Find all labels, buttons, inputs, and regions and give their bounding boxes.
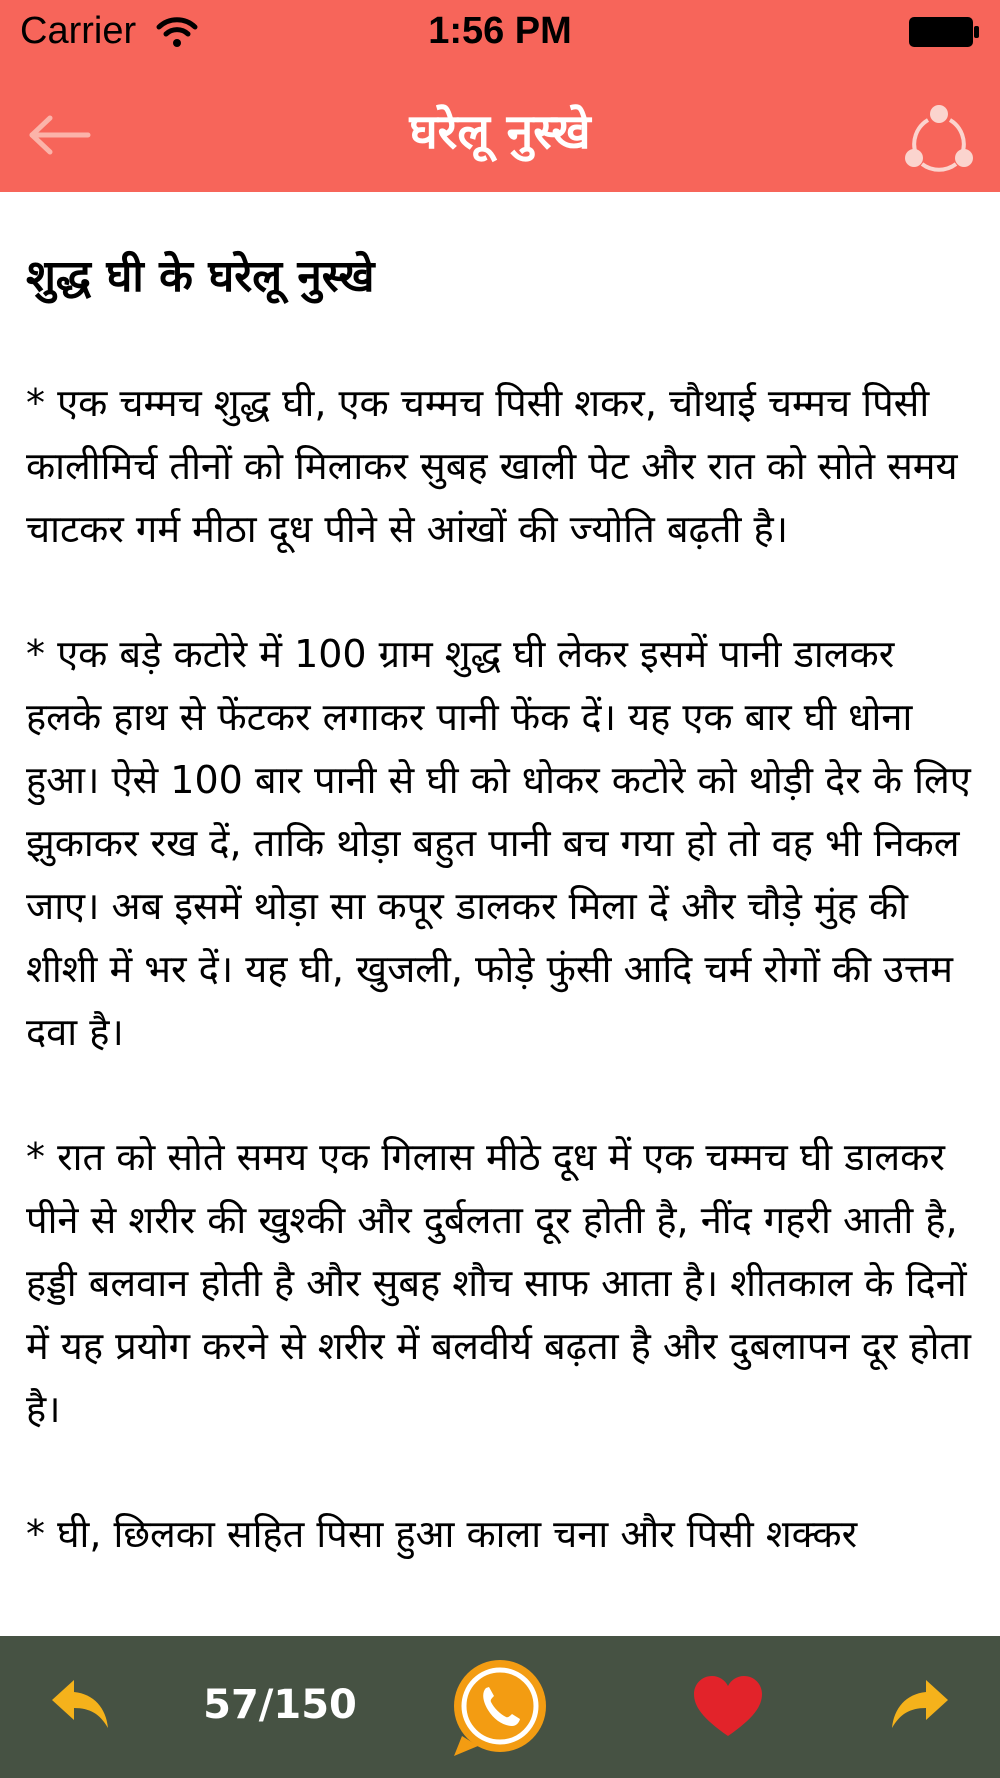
- app-header: [0, 0, 1000, 192]
- article-paragraph: * एक बड़े कटोरे में 100 ग्राम शुद्ध घी लेकर इसमें पानी डालकर हलके हाथ से फेंटकर लगाकर पानी फेंक दें। यह एक बार घी धोना हुआ। ऐसे 100 बार पानी से घी को धोकर कटोरे को थोड़ी देर के लिए झुकाकर रख दें, ताकि थोड़ा बहुत पानी बच गया हो तो वह भी निकल जाए। अब इसमें थोड़ा सा कपूर डालकर मिला दें और चौड़े मुंह की शीशी में भर दें। यह घी, खुजली, फोड़े फुंसी आदि चर्म रोगों की उत्तम दवा है।: [26, 632, 971, 1054]
- page-indicator: 57/150: [203, 1682, 357, 1728]
- article-content[interactable]: [0, 192, 1000, 1636]
- status-bar: [0, 0, 1000, 66]
- share-icon[interactable]: [902, 102, 976, 172]
- article-paragraph: * एक चम्मच शुद्ध घी, एक चम्मच पिसी शकर, चौथाई चम्मच पिसी कालीमिर्च तीनों को मिलाकर सुबह खाली पेट और रात को सोते समय चाटकर गर्म मीठा दूध पीने से आंखों की ज्योति बढ़ती है।: [26, 381, 958, 551]
- heart-icon[interactable]: [692, 1674, 764, 1738]
- battery-icon: [908, 16, 980, 48]
- article-paragraph: * घी, छिलका सहित पिसा हुआ काला चना और पिसी शक्कर: [26, 1512, 858, 1556]
- undo-arrow-icon[interactable]: [48, 1676, 112, 1732]
- whatsapp-icon[interactable]: [448, 1656, 552, 1760]
- redo-arrow-icon[interactable]: [888, 1676, 952, 1732]
- bottom-toolbar: [0, 1636, 1000, 1778]
- clock: 1:56 PM: [428, 10, 572, 52]
- article-title: शुद्ध घी के घरेलू नुस्खे: [26, 251, 375, 302]
- page-title: घरेलू नुस्खे: [409, 104, 591, 160]
- carrier-label: Carrier: [20, 10, 137, 52]
- article-body: [26, 372, 976, 1628]
- article-paragraph: * रात को सोते समय एक गिलास मीठे दूध में एक चम्मच घी डालकर पीने से शरीर की खुश्की और दुर्बलता दूर होती है, नींद गहरी आती है, हड्डी बलवान होती है और सुबह शौच साफ आता है। शीतकाल के दिनों में यह प्रयोग करने से शरीर में बलवीर्य बढ़ता है और दुबलापन दूर होता है।: [26, 1135, 971, 1431]
